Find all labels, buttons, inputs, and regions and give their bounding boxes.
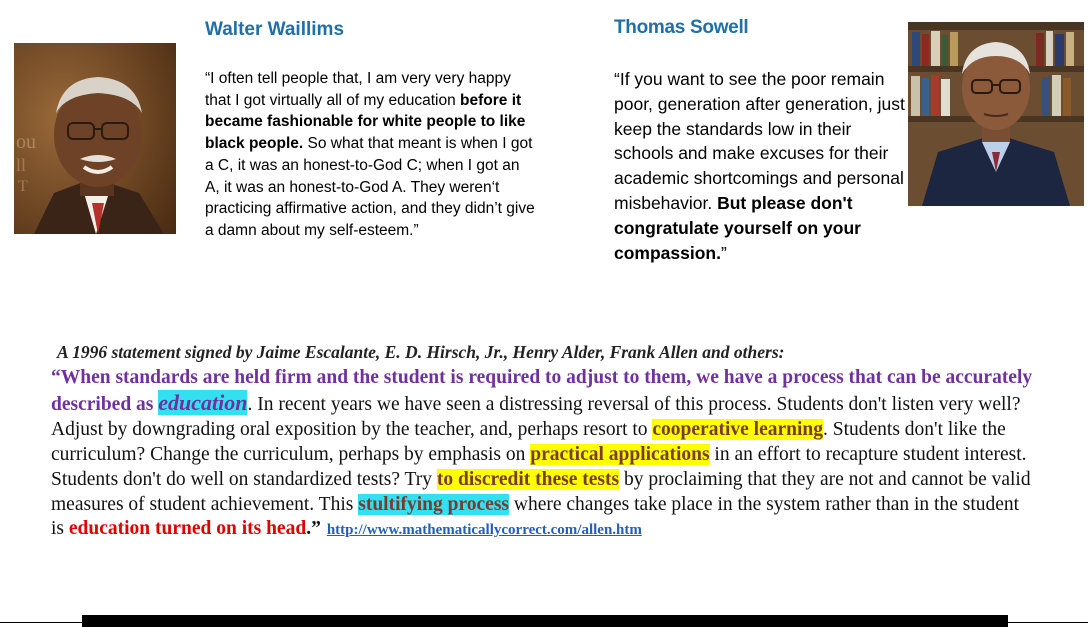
sowell-quote-bold: But please don't congratulate yourself on your compassion.: [614, 192, 861, 263]
williams-quote-part1: “I often tell people that, I am very very happy that I got virtually all of my education: [205, 70, 511, 109]
source-link[interactable]: http://www.mathematicallycorrect.com/allen.htm: [326, 522, 642, 539]
sowell-name: Thomas Sowell: [614, 17, 749, 38]
sowell-quote-end: ”: [720, 242, 727, 263]
highlight-education-turned: education turned on its head: [68, 518, 307, 540]
sowell-quote: [614, 67, 914, 265]
statement-text-1: . In recent years we have seen a distressing reversal of this process. Students don't listen very well? Adjust by downgrading oral exposition by the teacher, and, perhaps resort to: [51, 393, 1021, 440]
svg-text:ll: ll: [16, 155, 27, 175]
sowell-quote-part1: “If you want to see the poor remain poor, generation after generation, just keep the standards low in their schools and make excuses for their academic shortcomings and personal misbehavior.: [614, 69, 905, 213]
highlight-practical-applications: practical applications: [530, 443, 710, 465]
statement-text-2: . Students don't like the curriculum? Change the curriculum, perhaps by emphasis on: [51, 418, 1006, 465]
svg-text:ou: ou: [16, 131, 36, 153]
williams-portrait: [14, 43, 176, 234]
williams-quote-bold: before it became fashionable for white people to like black people.: [205, 91, 526, 153]
statement-body: [51, 366, 1036, 543]
highlight-discredit-tests: to discredit these tests: [436, 468, 620, 490]
statement-lead: “When standards are held firm and the student is required to adjust to them, we have a process that can be accurately described as: [51, 367, 1033, 415]
williams-quote-part2: So what that meant is when I got a C, it was an honest-to-God C; when I got an A, it was an honest-to-God A. They weren‘t practicing affirmative action, and they didn’t give a damn about my self-esteem.”: [205, 135, 535, 239]
svg-text:T: T: [18, 178, 28, 195]
highlight-education: education: [158, 389, 248, 415]
sowell-portrait: [908, 22, 1084, 206]
williams-quote: [205, 68, 535, 242]
highlight-cooperative-learning: cooperative learning: [652, 418, 823, 440]
statement-text-5: where changes take place in the system rather than in the student is: [51, 493, 1020, 540]
highlight-stultifying-process: stultifying process: [358, 493, 510, 515]
statement-close: .”: [306, 518, 321, 540]
statement-text-4: by proclaiming that they are not and cannot be valid measures of student achievement. This: [51, 468, 1031, 515]
williams-name: Walter Waillims: [205, 19, 345, 40]
statement-text-3: in an effort to recapture student interest. Students don't do well on standardized tests? Try: [51, 443, 1027, 490]
bottom-bar: [82, 615, 1008, 627]
statement-header: A 1996 statement signed by Jaime Escalante, E. D. Hirsch, Jr., Henry Alder, Frank Allen and others:: [57, 342, 785, 362]
